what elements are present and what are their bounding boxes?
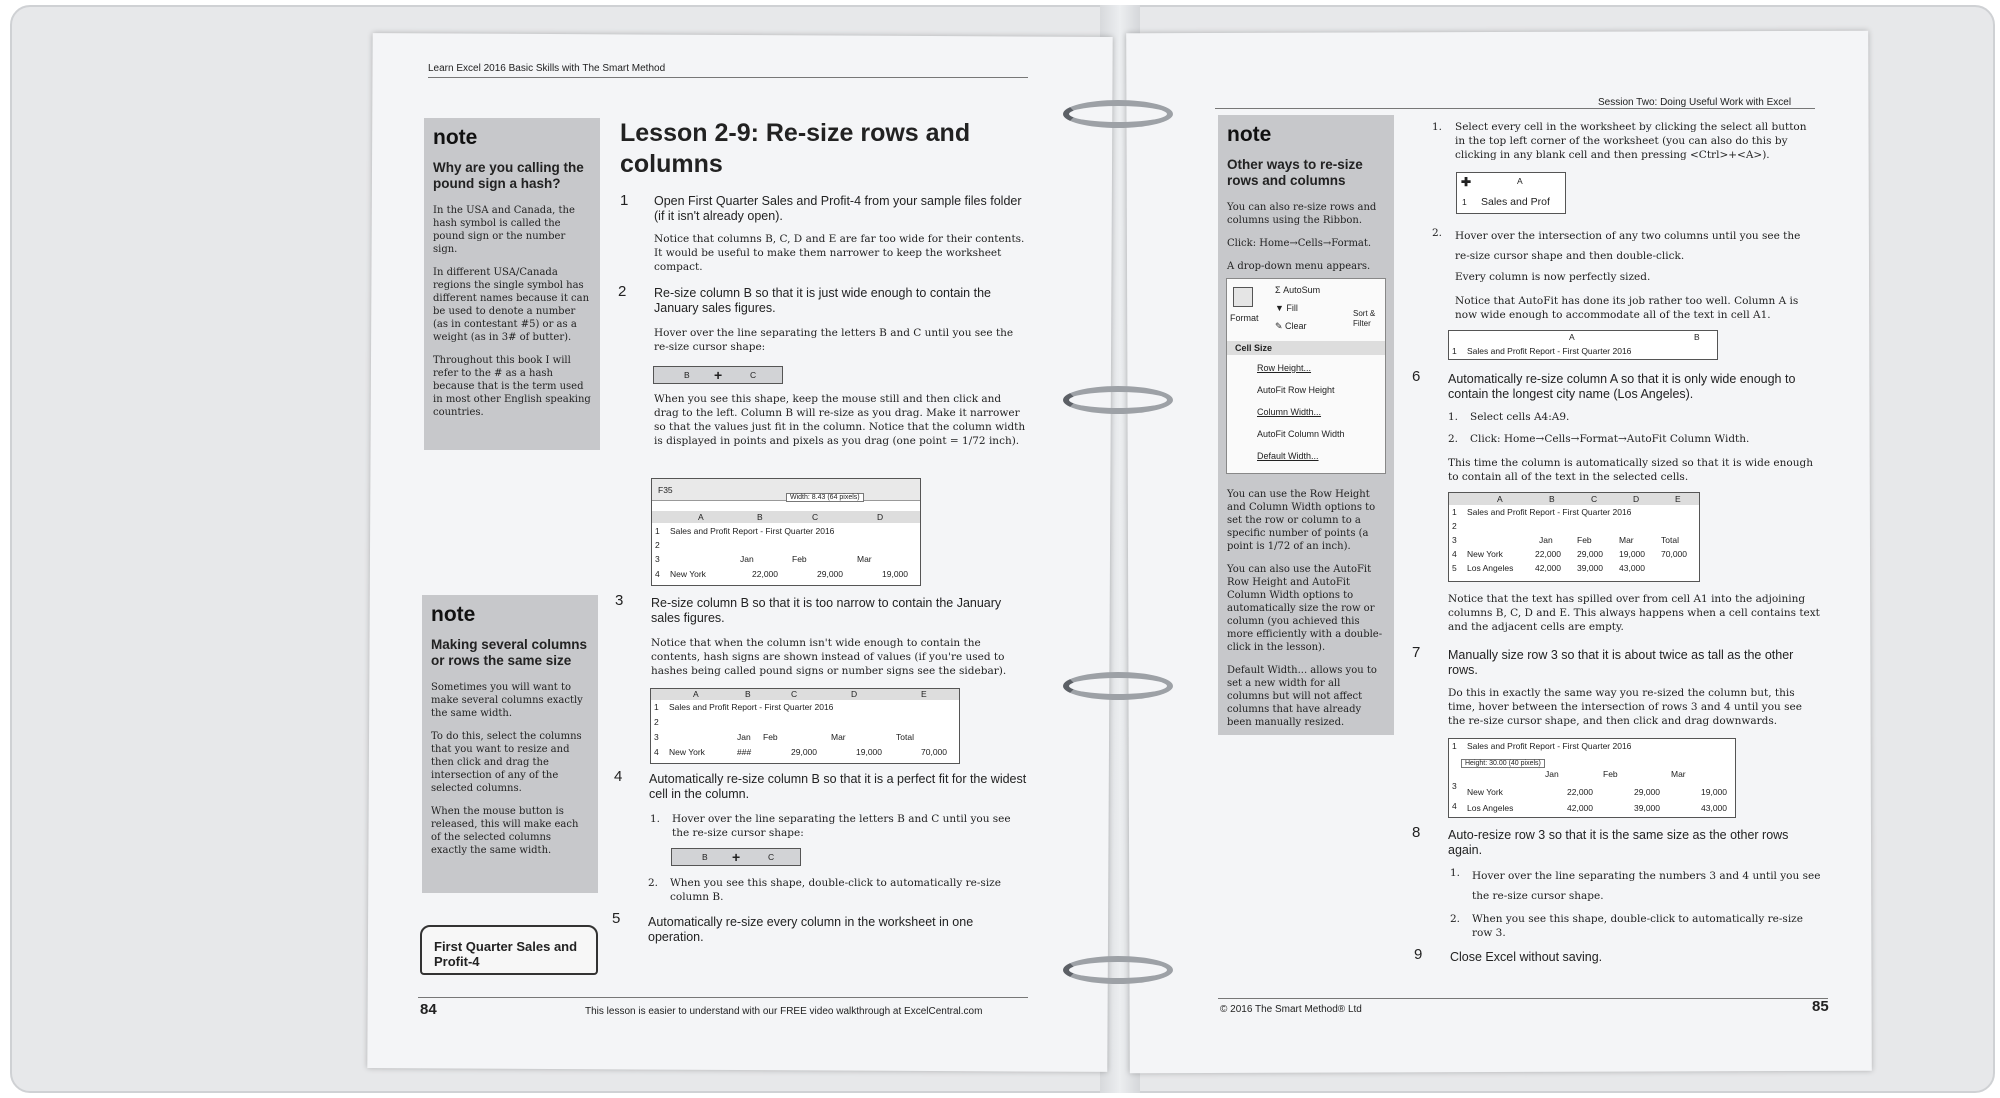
substep-text: Click: Home→Cells→Format→AutoFit Column Width. (1470, 433, 1750, 445)
substep-number: 2. (1432, 227, 1443, 239)
body-text: This time the column is automatically sized so that it is wide enough to contain all of the text in the selected cells. (1448, 457, 1813, 483)
cell: New York (670, 569, 706, 579)
cell: Los Angeles (1467, 563, 1514, 573)
resize-cursor-icon: + (714, 367, 723, 383)
note-paragraph: You can also use the AutoFit Row Height and AutoFit Column Width options to automatically size the row or column (you achieved this more efficiently with a double-click in the lesson). (1227, 564, 1383, 653)
cell: Total (1661, 535, 1679, 545)
note-box-several-columns (422, 595, 598, 893)
substep-text: Select every cell in the worksheet by clicking the select all button in the top left corner of the worksheet (you can also do this by clicking in any blank cell and then pressing <Ctrl>+<A>). (1455, 121, 1807, 161)
cell: New York (1467, 787, 1503, 797)
step-number: 6 (1412, 368, 1421, 385)
row-header: 3 (1452, 535, 1457, 545)
cell: Mar (831, 732, 846, 742)
note-paragraph: A drop-down menu appears. (1227, 261, 1371, 272)
cell: 29,000 (817, 569, 843, 579)
menu-default-width[interactable]: Default Width... (1257, 451, 1319, 461)
binder-ring-icon (1063, 100, 1173, 128)
cell: 19,000 (856, 747, 882, 757)
row-header: 2 (655, 540, 660, 550)
column-header: B (1549, 494, 1555, 504)
row-header: 1 (1452, 346, 1457, 356)
note-paragraph: Click: Home→Cells→Format. (1227, 238, 1372, 249)
column-header: A (1569, 332, 1575, 342)
cell: 42,000 (1535, 563, 1561, 573)
column-header: E (921, 689, 927, 699)
cell: Mar (857, 554, 872, 564)
cell: 19,000 (1619, 549, 1645, 559)
column-letter: C (768, 852, 775, 862)
column-header: E (1675, 494, 1681, 504)
menu-column-width[interactable]: Column Width... (1257, 407, 1322, 417)
step-text: Automatically re-size column B so that it is a perfect fit for the widest cell in the column. (649, 772, 1027, 801)
footer-link[interactable]: This lesson is easier to understand with our FREE video walkthrough at ExcelCentral.com (585, 1006, 983, 1017)
cell: New York (1467, 549, 1503, 559)
column-letter: B (684, 370, 690, 380)
select-all-figure (1456, 172, 1566, 214)
autosum-button[interactable]: Σ AutoSum (1275, 285, 1321, 295)
row-header: 3 (1452, 781, 1457, 791)
column-header: C (812, 512, 819, 522)
resize-cursor-icon: + (732, 849, 741, 865)
note-paragraph: Sometimes you will want to make several columns exactly the same width. (431, 682, 583, 719)
cell: Sales and Profit Report - First Quarter 2016 (1467, 346, 1632, 356)
column-header: A (698, 512, 704, 522)
step-text: Auto-resize row 3 so that it is the same size as the other rows again. (1448, 828, 1789, 857)
step-body: When you see this shape, keep the mouse still and then click and drag to the left. Column B will re-size as you drag. Make it narrower so that the values just fit in the column. Notice that the column width is displayed in points and pixels as you drag (one point = 1/72 inch). (654, 393, 1026, 447)
note-paragraph: To do this, select the columns that you want to resize and then click and drag the intersection of any of the selected columns. (431, 731, 582, 794)
right-running-head: Session Two: Doing Useful Work with Excel (1598, 97, 1792, 108)
cell: Sales and Profit Report - First Quarter 2016 (1467, 507, 1632, 517)
step-body: Do this in exactly the same way you re-sized the column but, this time, hover between the intersection of rows 3 and 4 until you see the re-size cursor shape, and then click and drag downwards. (1448, 687, 1802, 727)
step-body: Hover over the line separating the letters B and C until you see the re-size cursor shape: (654, 327, 1014, 353)
step-text: Automatically re-size every column in the worksheet in one operation. (648, 915, 974, 944)
cell: Feb (1577, 535, 1592, 545)
column-header: D (851, 689, 858, 699)
row-header: 3 (655, 554, 660, 564)
row-header: 1 (1452, 507, 1457, 517)
step-text: Open First Quarter Sales and Profit-4 from your sample files folder (if it isn't already open). (654, 194, 1022, 223)
substep-text: Hover over the line separating the numbers 3 and 4 until you see the re-size cursor shape. (1472, 870, 1821, 902)
column-header: A (693, 689, 699, 699)
body-text: Every column is now perfectly sized. (1455, 271, 1651, 283)
resize-cursor-figure (671, 848, 801, 866)
cell: Feb (763, 732, 778, 742)
cell: 29,000 (1634, 787, 1660, 797)
row-header: 1 (654, 702, 659, 712)
cell: Sales and Profit Report - First Quarter 2016 (669, 702, 834, 712)
left-head-rule (428, 77, 1028, 78)
right-head-rule (1215, 108, 1815, 109)
cell: 42,000 (1567, 803, 1593, 813)
cell: Mar (1619, 535, 1634, 545)
step-number: 8 (1412, 824, 1421, 841)
column-header: A (1497, 494, 1503, 504)
step-text: Automatically re-size column A so that it is only wide enough to contain the longest city name (Los Angeles). (1448, 372, 1796, 401)
note-subtitle: Why are you calling the pound sign a hash? (433, 160, 584, 191)
spreadsheet-figure-hashes (650, 688, 960, 764)
row-header: 1 (655, 526, 660, 536)
cell: Feb (792, 554, 807, 564)
step-body: Notice that columns B, C, D and E are far too wide for their contents. It would be useful to make them narrower to keep the worksheet compact. (654, 233, 1025, 273)
note-paragraph: In the USA and Canada, the hash symbol is called the pound sign or the number sign. (433, 205, 575, 255)
step-text: Close Excel without saving. (1450, 950, 1603, 964)
binder-ring-icon (1063, 956, 1173, 984)
cell: 22,000 (1535, 549, 1561, 559)
page-number: 84 (420, 1001, 437, 1018)
cell: Los Angeles (1467, 803, 1514, 813)
height-tooltip: Height: 30.00 (40 pixels) (1461, 759, 1545, 768)
copyright: © 2016 The Smart Method® Ltd (1220, 1004, 1362, 1015)
note-subtitle: Making several columns or rows the same size (431, 637, 588, 668)
sample-file-tab (420, 925, 598, 975)
cell: 43,000 (1701, 803, 1727, 813)
note-paragraph: Throughout this book I will refer to the # as a hash because that is the term used in most other English speaking countries. (433, 355, 591, 418)
step-number: 9 (1414, 946, 1423, 963)
substep-text: Hover over the line separating the letters B and C until you see the re-size cursor shape: (672, 813, 1011, 839)
column-header: D (877, 512, 884, 522)
row-header: 2 (1452, 521, 1457, 531)
column-header: A (1517, 176, 1523, 186)
right-foot-rule (1218, 998, 1828, 999)
step-number: 4 (614, 768, 623, 785)
note-paragraph: In different USA/Canada regions the single symbol has different names because it can be used to denote a number (as in contestant #5) or as a weight (as in 3# of butter). (433, 267, 590, 343)
column-header: C (1591, 494, 1598, 504)
spreadsheet-figure-autofit (1448, 492, 1700, 582)
cell: 22,000 (1567, 787, 1593, 797)
row-header: 1 (1452, 741, 1457, 751)
cell: 19,000 (882, 569, 908, 579)
column-letter: B (702, 852, 708, 862)
note-paragraph: You can use the Row Height and Column Width options to set the row or column to a specific number of points (a point is 1/72 of an inch). (1227, 489, 1376, 552)
cell: Jan (1545, 769, 1559, 779)
menu-autofit-row-height[interactable]: AutoFit Row Height (1257, 385, 1335, 395)
step-text: Re-size column B so that it is just wide enough to contain the January sales figures. (654, 286, 991, 315)
body-text: Notice that the text has spilled over from cell A1 into the adjoining columns B, C, D and E. This always happens when a cell contains text and the adjacent cells are empty. (1448, 593, 1820, 633)
format-ribbon-figure (1226, 278, 1386, 474)
cell: New York (669, 747, 705, 757)
cell: 29,000 (791, 747, 817, 757)
substep-number: 2. (648, 877, 659, 889)
sort-filter-button[interactable]: Sort & Filter (1353, 309, 1376, 328)
step-number: 5 (612, 910, 621, 927)
clear-label: Clear (1285, 321, 1307, 331)
format-button[interactable]: Format (1230, 313, 1259, 323)
row-header: 4 (654, 747, 659, 757)
lesson-title: Lesson 2-9: Re-size rows and columns (620, 119, 971, 178)
row-header: 4 (1452, 801, 1457, 811)
cell: Jan (1539, 535, 1553, 545)
select-all-icon[interactable]: ✚ (1461, 175, 1472, 189)
spreadsheet-figure-row-height (1448, 738, 1736, 818)
step-number: 3 (615, 592, 624, 609)
name-box: F35 (658, 485, 673, 495)
cell: 22,000 (752, 569, 778, 579)
page-number: 85 (1812, 998, 1829, 1015)
cell: Sales and Profit Report - First Quarter 2016 (1467, 741, 1632, 751)
left-foot-rule (418, 997, 1028, 998)
substep-number: 2. (1448, 433, 1459, 445)
autosum-label: AutoSum (1283, 285, 1321, 295)
cell: 39,000 (1577, 563, 1603, 573)
substep-number: 1. (1448, 411, 1459, 423)
cell: 70,000 (921, 747, 947, 757)
substep-text: When you see this shape, double-click to automatically re-size row 3. (1472, 913, 1803, 939)
sample-file-name: First Quarter Sales and Profit-4 (434, 939, 578, 969)
cell: 43,000 (1619, 563, 1645, 573)
cell: 70,000 (1661, 549, 1687, 559)
substep-number: 1. (1450, 867, 1461, 879)
row-header: 3 (654, 732, 659, 742)
spreadsheet-figure (651, 478, 921, 586)
note-title: note (431, 603, 476, 626)
row-header: 4 (1452, 549, 1457, 559)
cell: Sales and Profit Report - First Quarter 2016 (670, 526, 835, 536)
cell: Mar (1671, 769, 1686, 779)
note-paragraph: Default Width... allows you to set a new width for all columns but will not affect columns that have already been manually resized. (1227, 665, 1377, 728)
cell: Feb (1603, 769, 1618, 779)
substep-number: 1. (650, 813, 661, 825)
column-letter: C (750, 370, 757, 380)
note-box-hash (424, 118, 600, 450)
cell: Jan (740, 554, 754, 564)
cell: Total (896, 732, 914, 742)
substep-text: Hover over the intersection of any two columns until you see the re-size cursor shape and then double-click. (1455, 230, 1801, 262)
column-header: B (745, 689, 751, 699)
substep-text: Select cells A4:A9. (1470, 411, 1570, 423)
cell: 19,000 (1701, 787, 1727, 797)
step-text: Manually size row 3 so that it is about twice as tall as the other rows. (1448, 648, 1794, 677)
step-number: 1 (620, 192, 629, 209)
column-header: B (757, 512, 763, 522)
row-header: 2 (654, 717, 659, 727)
substep-number: 1. (1432, 121, 1443, 133)
binder-ring-icon (1063, 672, 1173, 700)
cell-size-label: Cell Size (1235, 343, 1273, 353)
format-icon (1233, 287, 1253, 307)
column-header: B (1694, 332, 1700, 342)
menu-row-height[interactable]: Row Height... (1257, 363, 1312, 373)
autofit-wide-figure (1448, 330, 1718, 360)
note-paragraph: You can also re-size rows and columns using the Ribbon. (1227, 202, 1377, 226)
cell: 39,000 (1634, 803, 1660, 813)
clear-button[interactable]: ✎ Clear (1275, 321, 1307, 331)
column-header: C (791, 689, 798, 699)
fill-label: Fill (1286, 303, 1298, 313)
body-text: Notice that AutoFit has done its job rather too well. Column A is now wide enough to accommodate all of the text in cell A1. (1455, 295, 1799, 321)
row-header: 5 (1452, 563, 1457, 573)
fill-button[interactable]: ▼ Fill (1275, 303, 1298, 313)
cell: ### (737, 747, 752, 757)
cell: Jan (737, 732, 751, 742)
note-paragraph: When the mouse button is released, this will make each of the selected columns exactly the same width. (431, 806, 579, 856)
note-title: note (433, 126, 478, 149)
menu-autofit-column-width[interactable]: AutoFit Column Width (1257, 429, 1345, 439)
column-header-row (1449, 493, 1699, 505)
left-running-head: Learn Excel 2016 Basic Skills with The Smart Method (428, 63, 666, 74)
column-header: D (1633, 494, 1640, 504)
note-subtitle: Other ways to re-size rows and columns (1227, 157, 1363, 188)
substep-text: When you see this shape, double-click to automatically re-size column B. (670, 877, 1001, 903)
step-text: Re-size column B so that it is too narrow to contain the January sales figures. (651, 596, 1002, 625)
cell: 29,000 (1577, 549, 1603, 559)
step-number: 2 (618, 283, 627, 300)
substep-number: 2. (1450, 913, 1461, 925)
step-body: Notice that when the column isn't wide enough to contain the contents, hash signs are shown instead of values (if you're used to hashes being called pound signs or number signs see the sidebar). (651, 637, 1007, 677)
binder-ring-icon (1063, 386, 1173, 414)
note-title: note (1227, 123, 1272, 146)
row-header: 1 (1462, 197, 1467, 207)
step-number: 7 (1412, 644, 1421, 661)
width-tooltip: Width: 8.43 (64 pixels) (786, 493, 864, 502)
row-header: 4 (655, 569, 660, 579)
resize-cursor-figure (653, 366, 783, 384)
cell: Sales and Prof (1481, 196, 1550, 208)
